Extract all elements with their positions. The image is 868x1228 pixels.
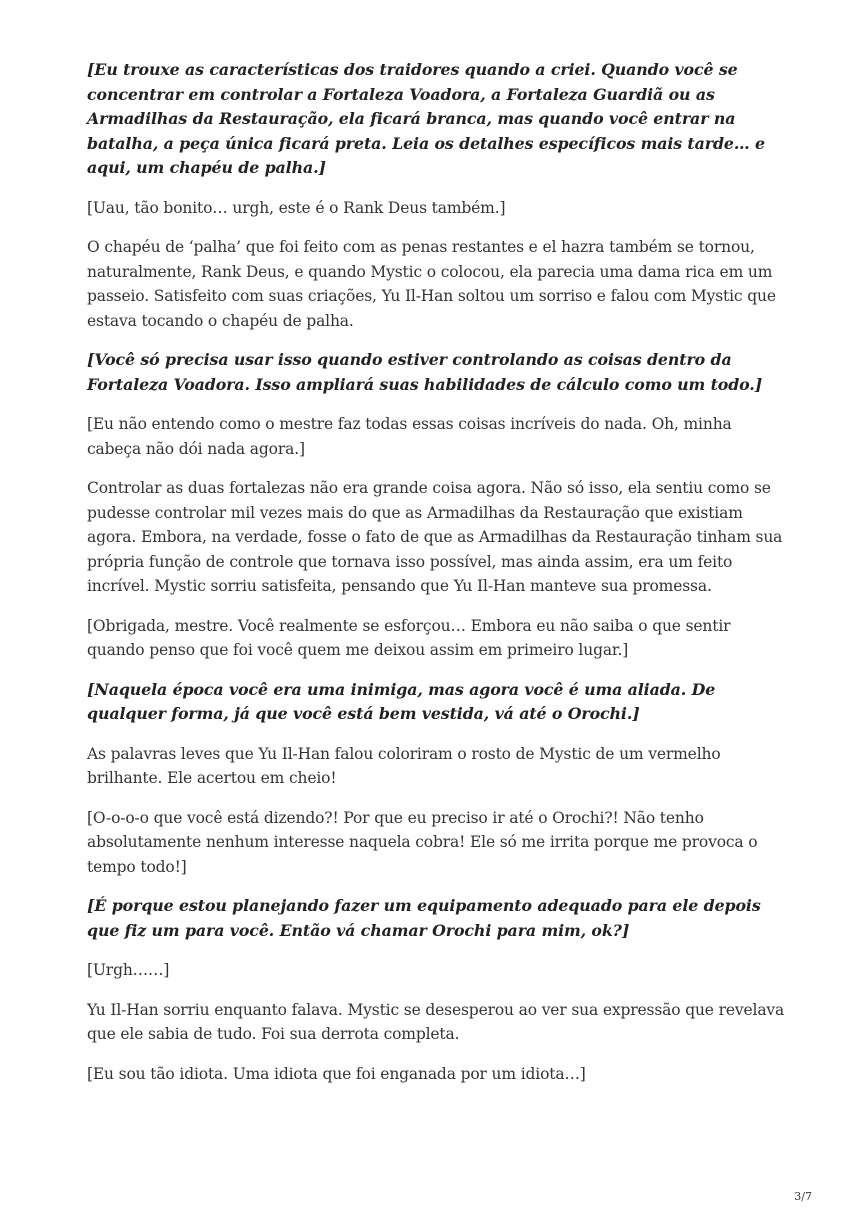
paragraph-narration: Yu Il-Han sorriu enquanto falava. Mystic se desesperou ao ver sua expressão que revelava que ele sabia de tudo. Foi sua derrota completa. bbox=[87, 1000, 785, 1043]
paragraph-narration: O chapéu de ‘palha’ que foi feito com as penas restantes e el hazra também se tornou, naturalmente, Rank Deus, e quando Mystic o colocou, ela parecia uma dama rica em um passeio. Satisfeito com suas criações, Yu Il-Han soltou um sorriso e falou com Mystic que estava tocando o chapéu de palha. bbox=[87, 238, 776, 330]
paragraph-dialogue: [Eu não entendo como o mestre faz todas essas coisas incríveis do nada. Oh, minha cabeça não dói nada agora.] bbox=[87, 415, 732, 458]
paragraph-dialogue: [Uau, tão bonito… urgh, este é o Rank Deus também.] bbox=[87, 198, 506, 217]
paragraph-dialogue-bold: [Naquela época você era uma inimiga, mas agora você é uma aliada. De qualquer forma, já que você está bem vestida, vá até o Orochi.] bbox=[87, 679, 716, 723]
paragraph-dialogue: [Eu sou tão idiota. Uma idiota que foi enganada por um idiota…] bbox=[87, 1064, 586, 1083]
paragraph-dialogue-bold: [Você só precisa usar isso quando estiver controlando as coisas dentro da Fortaleza Voadora. Isso ampliará suas habilidades de cálculo como um todo.] bbox=[87, 350, 763, 394]
page-number: 3/7 bbox=[794, 1190, 812, 1203]
paragraph-narration: Controlar as duas fortalezas não era grande coisa agora. Não só isso, ela sentiu como se pudesse controlar mil vezes mais do que as Armadilhas da Restauração que existiam agora. Embora, na verdade, fosse o fato de que as Armadilhas da Restauração tinham sua própria função de controle que tornava isso possível, mas ainda assim, era um feito incrível. Mystic sorriu satisfeita, pensando que Yu Il-Han manteve sua promessa. bbox=[87, 479, 783, 595]
paragraph-dialogue: [Obrigada, mestre. Você realmente se esforçou… Embora eu não saiba o que sentir quando penso que foi você quem me deixou assim em primeiro lugar.] bbox=[87, 616, 731, 659]
paragraph-dialogue: [Urgh……] bbox=[87, 961, 170, 979]
paragraph-dialogue-bold: [É porque estou planejando fazer um equipamento adequado para ele depois que fiz um para você. Então vá chamar Orochi para mim, ok?] bbox=[87, 896, 761, 940]
paragraph-narration: As palavras leves que Yu Il-Han falou coloriram o rosto de Mystic de um vermelho brilhante. Ele acertou em cheio! bbox=[87, 744, 721, 787]
document-body bbox=[87, 58, 787, 1101]
paragraph-dialogue-bold: [Eu trouxe as características dos traidores quando a criei. Quando você se concentrar em controlar a Fortaleza Voadora, a Fortaleza Guardiã ou as Armadilhas da Restauração, ela ficará branca, mas quando você entrar na batalha, a peça única ficará preta. Leia os detalhes específicos mais tarde… e aqui, um chapéu de palha.] bbox=[87, 60, 765, 177]
paragraph-dialogue: [O-o-o-o que você está dizendo?! Por que eu preciso ir até o Orochi?! Não tenho absolutamente nenhum interesse naquela cobra! Ele só me irrita porque me provoca o tempo todo!] bbox=[87, 808, 758, 876]
